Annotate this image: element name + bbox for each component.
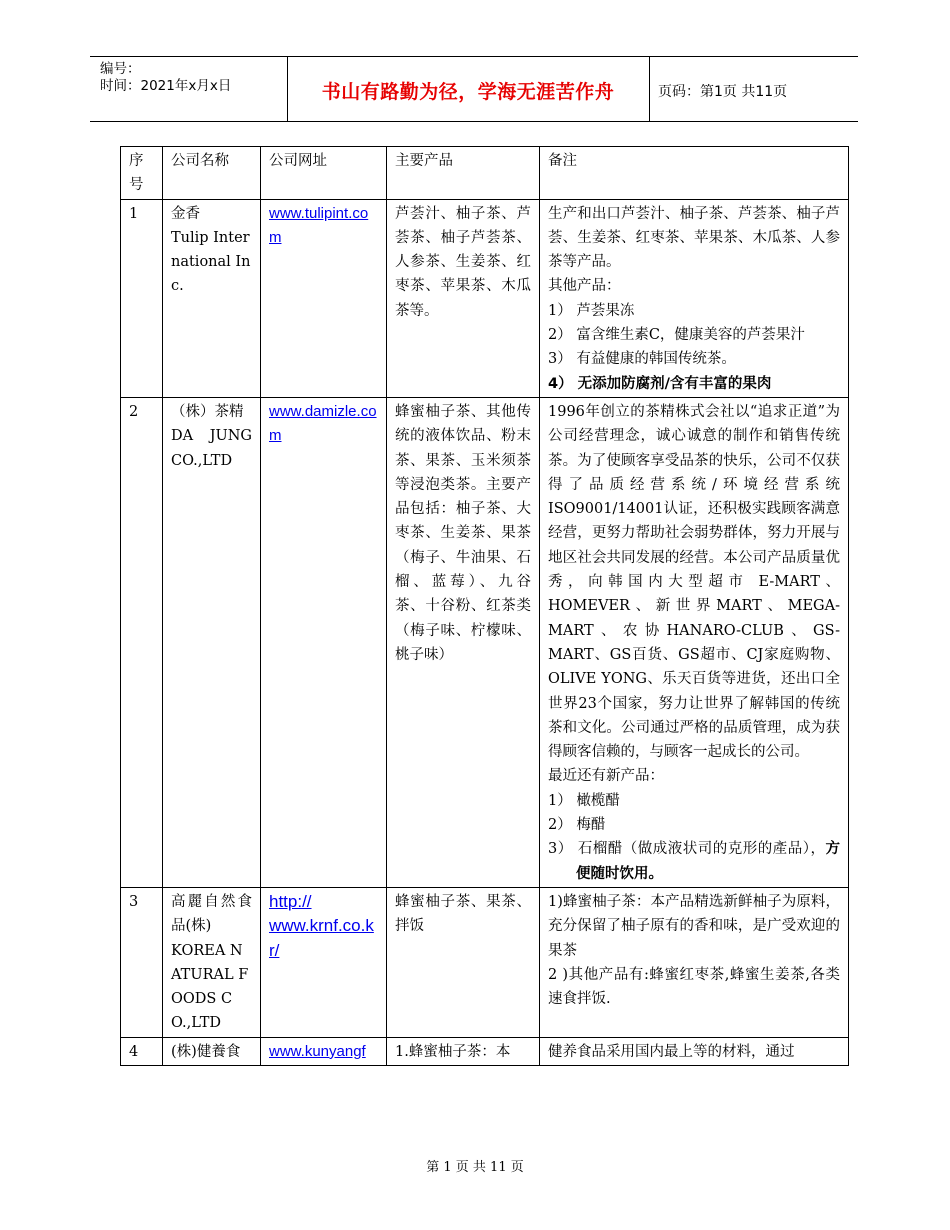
notes-item: 2） 富含维生素C，健康美容的芦荟果汁 — [548, 327, 805, 344]
notes-other-label: 其他产品： — [548, 278, 621, 295]
company-name-cn: (株)健養食 — [171, 1043, 241, 1060]
header-notes: 备注 — [540, 147, 849, 200]
notes-item: 1） 芦荟果冻 — [548, 302, 635, 319]
header-meta — [100, 61, 231, 95]
company-name-en: Tulip International Inc. — [171, 229, 251, 295]
header-motto: 书山有路勤为径，学海无涯苦作舟 — [321, 81, 615, 103]
main-products: 蜂蜜柚子茶、果茶、拌饭 — [387, 887, 540, 1037]
company-name — [163, 199, 261, 397]
row-no: 2 — [121, 397, 163, 887]
company-name — [163, 1037, 261, 1065]
notes-item — [548, 837, 840, 886]
notes-item-text: 3） 石榴醋（做成液状司的克形的產品）， — [548, 841, 826, 858]
notes-item-emphasis: 方便随时饮用。 — [576, 841, 840, 882]
company-url-link[interactable]: http:// — [269, 891, 312, 911]
notes-intro: 生产和出口芦荟汁、柚子茶、芦荟茶、柚子芦荟、生姜茶、红枣茶、苹果茶、木瓜茶、人参茶等产品。 — [548, 205, 840, 271]
notes-item: 3） 有益健康的韩国传统茶。 — [548, 351, 736, 368]
company-url-cell — [261, 1037, 387, 1065]
header-page-info: 页码：第1页 共11页 — [658, 84, 788, 100]
main-products: 1.蜂蜜柚子茶：本 — [387, 1037, 540, 1065]
page-footer: 第 1 页 共 11 页 — [426, 1160, 524, 1175]
notes — [540, 199, 849, 397]
row-no: 1 — [121, 199, 163, 397]
table-row — [121, 887, 849, 1037]
header-divider — [649, 57, 650, 121]
company-name-en: KOREA NATURAL FOODS CO.,LTD — [171, 942, 249, 1032]
notes — [540, 397, 849, 887]
time-label: 时间：2021年x月x日 — [100, 78, 232, 94]
notes-paragraph: 2 )其他产品有:蜂蜜红枣茶,蜂蜜生姜茶,各类速食拌饭. — [548, 966, 840, 1008]
header-no: 序号 — [121, 147, 163, 200]
row-no: 4 — [121, 1037, 163, 1065]
table-row — [121, 1037, 849, 1065]
company-name-en: DA JUNG CO.,LTD — [171, 428, 252, 469]
company-url-link[interactable]: www.krnf.co.kr/ — [269, 916, 374, 960]
company-url-link[interactable]: www.tulipint.com — [269, 204, 369, 246]
notes-item: 2） 梅醋 — [548, 817, 606, 834]
table-header-row — [121, 147, 849, 200]
company-url-cell — [261, 397, 387, 887]
company-name — [163, 887, 261, 1037]
row-no: 3 — [121, 887, 163, 1037]
table-row — [121, 199, 849, 397]
notes-other-label: 最近还有新产品： — [548, 768, 664, 785]
notes-intro: 1996年创立的茶精株式会社以“追求正道”为公司经营理念，诚心诚意的制作和销售传统茶。为了使顾客享受品茶的快乐，公司不仅获得了品质经营系统/环境经营系统ISO9001/14001认证，还积极实践顾客满意经营，更努力帮助社会弱势群体，努力开展与地区社会共同发展的经营。本公司产品质量优秀，向韩国内大型超市 E-MART、HOMEVER、新世界MART、MEGA-MART、农协HANARO-CLUB、GS-MART、GS百货、GS超市、CJ家庭购物、OLIVE YONG、乐天百货等进货，还出口全世界23个国家，努力让世界了解韩国的传统茶和文化。公司通过严格的品质管理，成为获得顾客信赖的，与顾客一起成长的公司。 — [548, 403, 840, 761]
company-url-link[interactable]: www.damizle.com — [269, 402, 377, 445]
header-url: 公司网址 — [261, 147, 387, 200]
notes: 健养食品采用国内最上等的材料，通过 — [540, 1037, 849, 1065]
header-company: 公司名称 — [163, 147, 261, 200]
company-name-cn: 金香 — [171, 205, 200, 222]
notes-item: 1） 橄榄醋 — [548, 792, 620, 809]
main-products: 蜂蜜柚子茶、其他传统的液体饮品、粉末茶、果茶、玉米须茶等浸泡类茶。主要产品包括：柚子茶、大枣茶、生姜茶、果茶（梅子、牛油果、石榴、蓝莓）、九谷茶、十谷粉、红茶类（梅子味、柠檬味、桃子味） — [387, 397, 540, 887]
company-name-cn: （株）茶精 — [171, 403, 244, 420]
company-url-cell — [261, 199, 387, 397]
serial-label: 编号： — [100, 61, 141, 77]
company-name-cn: 高麗自然食品(株) — [171, 893, 252, 935]
company-url-link[interactable]: www.kunyangf — [269, 1042, 366, 1060]
header-products: 主要产品 — [387, 147, 540, 200]
company-table — [120, 146, 849, 1066]
page-header — [90, 56, 858, 122]
company-name — [163, 397, 261, 887]
main-products: 芦荟汁、柚子茶、芦荟茶、柚子芦荟茶、人参茶、生姜茶、红枣茶、苹果茶、木瓜茶等。 — [387, 199, 540, 397]
notes — [540, 887, 849, 1037]
notes-item: 4） 无添加防腐剂/含有丰富的果肉 — [548, 375, 772, 392]
table-row — [121, 397, 849, 887]
notes-paragraph: 1)蜂蜜柚子茶：本产品精选新鲜柚子为原料，充分保留了柚子原有的香和味，是广受欢迎的果茶 — [548, 893, 840, 959]
company-url-cell — [261, 887, 387, 1037]
